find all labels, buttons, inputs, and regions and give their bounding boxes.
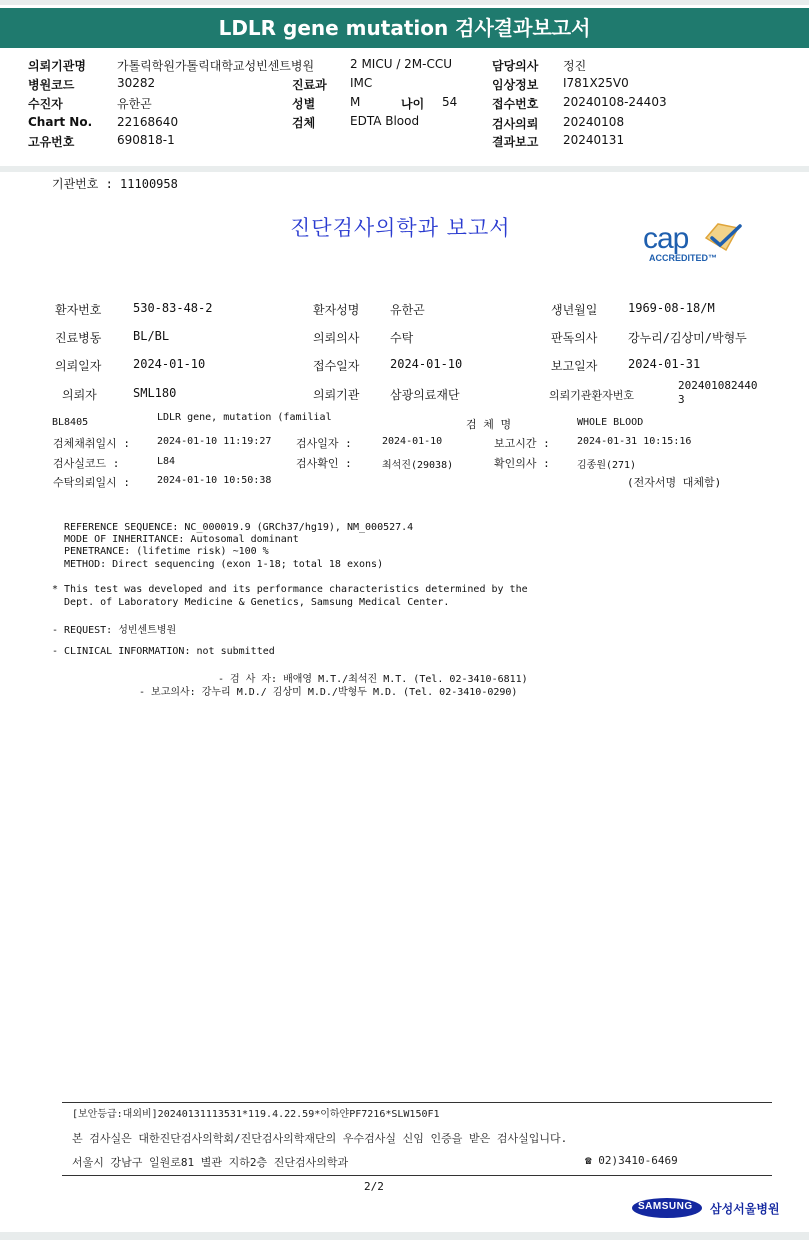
test-confirm-label: 검사확인 :	[296, 457, 352, 470]
method: METHOD: Direct sequencing (exon 1-18; total 18 exons)	[64, 559, 384, 570]
penetrance: PENETRANCE: (lifetime risk) ~100 %	[64, 546, 269, 557]
row2-label1: 진료병동	[55, 331, 102, 345]
row1-label2: 환자성명	[313, 303, 360, 317]
row4-label3: 의뢰기관환자번호	[549, 389, 635, 402]
row4-value2: 삼광의료재단	[390, 388, 460, 402]
footer-bottom-rule	[62, 1175, 772, 1176]
row2-value3: 강누리/김상미/박형두	[628, 331, 747, 345]
footer-top-rule	[62, 1102, 772, 1103]
result-value: 20240131	[563, 133, 625, 147]
mode-of-inheritance: MODE OF INHERITANCE: Autosomal dominant	[64, 534, 299, 545]
cap-accredited-logo	[640, 220, 750, 270]
doctor-label: 담당의사	[492, 59, 539, 73]
unique-label: 고유번호	[28, 135, 75, 149]
specimen-name-label: 검 체 명	[466, 418, 512, 431]
org-number: 기관번호 : 11100958	[52, 177, 178, 191]
hospital-name: 삼성서울병원	[710, 1202, 780, 1216]
disclaimer-line1: * This test was developed and its performance characteristics determined by the	[52, 584, 528, 595]
patient-value: 유한곤	[117, 97, 152, 111]
row4-label2: 의뢰기관	[313, 388, 360, 402]
hospital-code-label: 병원코드	[28, 78, 75, 92]
page-number: 2/2	[364, 1180, 384, 1193]
accession-value: 20240108-24403	[563, 95, 667, 109]
row1-value2: 유한곤	[390, 303, 425, 317]
confirm-doctor-value: 김종원(271)	[577, 460, 637, 471]
dept-value: IMC	[350, 76, 373, 90]
clinical-value: I781X25V0	[563, 76, 629, 90]
checkmark-icon	[702, 220, 744, 254]
age-value: 54	[442, 95, 458, 109]
clinical-info-line: - CLINICAL INFORMATION: not submitted	[52, 646, 275, 657]
lab-code-label: 검사실코드 :	[53, 457, 120, 470]
ward-value: 2 MICU / 2M-CCU	[350, 57, 453, 71]
samsung-text: SAMSUNG	[638, 1201, 693, 1212]
chart-value: 22168640	[117, 115, 179, 129]
request-line: - REQUEST: 성빈센트병원	[52, 625, 177, 636]
confirm-doctor-label: 확인의사 :	[494, 457, 550, 470]
report-time-value: 2024-01-31 10:15:16	[577, 436, 692, 447]
specimen-label: 검체	[292, 116, 316, 130]
row4-value1: SML180	[133, 386, 177, 400]
header-info-panel	[0, 48, 809, 168]
row4-value3a: 202401082440	[678, 379, 758, 392]
collect-value: 2024-01-10 11:19:27	[157, 436, 272, 447]
doctor-value: 정진	[563, 59, 587, 73]
examiner-line: - 검 사 자: 배애영 M.T./최석진 M.T. (Tel. 02-3410-6811)	[218, 674, 528, 685]
row4-label1: 의뢰자	[62, 388, 97, 402]
sex-value: M	[350, 95, 361, 109]
lab-code-value: L84	[157, 456, 176, 467]
cap-accredited-text: ACCREDITED™	[649, 253, 718, 263]
hospital-code-value: 30282	[117, 76, 156, 90]
bottom-edge	[0, 1232, 809, 1240]
age-label: 나이	[401, 97, 425, 111]
specimen-value: EDTA Blood	[350, 114, 420, 128]
row1-value1: 530-83-48-2	[133, 301, 213, 315]
row4-value3b: 3	[678, 393, 685, 406]
address-line: 서울시 강남구 일원로81 별관 지하2층 진단검사의학과	[72, 1156, 349, 1169]
cap-text: cap	[643, 222, 689, 255]
patient-label: 수진자	[28, 97, 63, 111]
specimen-name-value: WHOLE BLOOD	[577, 417, 644, 428]
institution-label: 의뢰기관명	[28, 59, 86, 73]
test-date-label: 검사일자 :	[296, 437, 352, 450]
row3-value2: 2024-01-10	[390, 357, 463, 371]
request-label: 검사의뢰	[492, 117, 539, 131]
test-name: LDLR gene, mutation (familial	[157, 412, 332, 423]
clinical-label: 임상정보	[492, 78, 539, 92]
row3-label2: 접수일자	[313, 359, 360, 373]
report-time-label: 보고시간 :	[494, 437, 550, 450]
samsung-hospital-logo	[632, 1196, 780, 1222]
chart-label: Chart No.	[28, 115, 93, 129]
consign-value: 2024-01-10 10:50:38	[157, 475, 272, 486]
institution-value: 가톨릭학원가톨릭대학교성빈센트병원	[117, 59, 315, 73]
report-title-bar: LDLR gene mutation 검사결과보고서	[0, 8, 809, 48]
report-title: 진단검사의학과 보고서	[290, 216, 511, 240]
unique-value: 690818-1	[117, 133, 175, 147]
test-code: BL8405	[52, 417, 89, 428]
header-divider	[0, 166, 809, 172]
row2-value2: 수탁	[390, 331, 414, 345]
top-edge	[0, 0, 809, 5]
security-line: [보안등급:대외비]20240131113531*119.4.22.59*이하얀PF7216*SLW150F1	[72, 1109, 440, 1120]
row3-value3: 2024-01-31	[628, 357, 701, 371]
certification-line: 본 검사실은 대한진단검사의학회/진단검사의학재단의 우수검사실 신임 인증을 받은 검사실입니다.	[72, 1132, 568, 1145]
phone-line: ☎ 02)3410-6469	[585, 1154, 678, 1167]
reporter-line: - 보고의사: 강누리 M.D./ 김상미 M.D./박형두 M.D. (Tel. 02-3410-0290)	[139, 687, 518, 698]
row1-value3: 1969-08-18/M	[628, 301, 715, 315]
consign-label: 수탁의뢰일시 :	[53, 476, 131, 489]
test-date-value: 2024-01-10	[382, 436, 443, 447]
request-value: 20240108	[563, 115, 625, 129]
row3-label1: 의뢰일자	[55, 359, 102, 373]
disclaimer-line2: Dept. of Laboratory Medicine & Genetics, Samsung Medical Center.	[52, 597, 450, 608]
row2-label3: 판독의사	[551, 331, 598, 345]
reference-sequence: REFERENCE SEQUENCE: NC_000019.9 (GRCh37/hg19), NM_000527.4	[64, 522, 414, 533]
collect-label: 검체채취일시 :	[53, 437, 131, 450]
test-confirm-value: 최석진(29038)	[382, 460, 454, 471]
esign-note: (전자서명 대체함)	[627, 476, 722, 489]
row1-label3: 생년월일	[551, 303, 598, 317]
row3-value1: 2024-01-10	[133, 357, 206, 371]
row1-label1: 환자번호	[55, 303, 102, 317]
row2-label2: 의뢰의사	[313, 331, 360, 345]
row2-value1: BL/BL	[133, 329, 170, 343]
sex-label: 성별	[292, 97, 316, 111]
row3-label3: 보고일자	[551, 359, 598, 373]
accession-label: 접수번호	[492, 97, 539, 111]
dept-label: 진료과	[292, 78, 327, 92]
result-label: 결과보고	[492, 135, 539, 149]
